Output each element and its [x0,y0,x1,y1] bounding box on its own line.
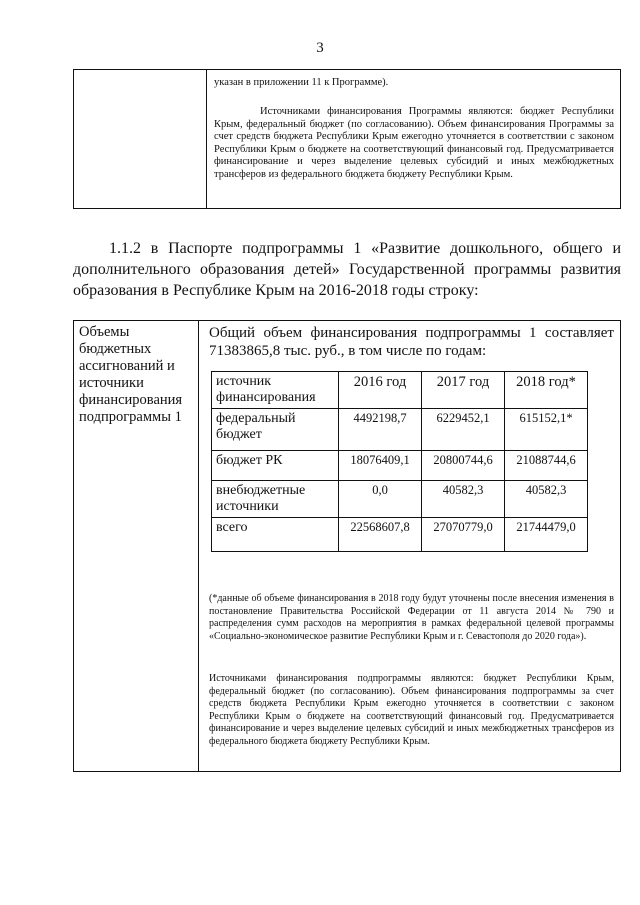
row-source: федеральный бюджет [212,409,339,451]
cell-2018: 21744479,0 [505,518,588,552]
column-divider [206,70,207,208]
header-2018: 2018 год* [505,372,588,409]
continuation-table [73,69,621,209]
footnote: (*данные об объеме финансирования в 2018 году будут уточнены после внесения изменения в постановление Правительства Российской Федерации от 11 августа 2014 № 790 и распределения сумм расходов на мероприятия в рамках федеральной целевой программы «Социально-экономическое развитие Республики Крым и г. Севастополя до 2020 года»). [209,593,614,642]
header-source: источник финансирования [212,372,339,409]
cell-2017: 6229452,1 [422,409,505,451]
cell-2017: 20800744,6 [422,451,505,481]
amendment-heading: 1.1.2 в Паспорте подпрограммы 1 «Развитие дошкольного, общего и дополнительного образования детей» Государственной программы развития образования в Республике Крым на 2016-2018 годы строку: [73,240,621,299]
row-source: всего [212,518,339,552]
row-source: внебюджетные источники [212,481,339,518]
passport-row-table [73,320,621,772]
cell-2016: 22568607,8 [339,518,422,552]
funding-by-year-table [211,371,588,552]
table-row [212,481,588,518]
table-row [212,409,588,451]
row-source: бюджет РК [212,451,339,481]
header-2016: 2016 год [339,372,422,409]
row-label: Объемы бюджетных ассигнований и источники финансирования подпрограммы 1 [79,324,183,425]
continuation-line: указан в приложении 11 к Программе). [214,77,389,88]
table-row [212,518,588,552]
page-number: 3 [316,40,324,56]
total-funding-text: Общий объем финансирования подпрограммы 1 составляет 71383865,8 тыс. руб., в том числе по годам: [209,325,614,359]
cell-2018: 615152,1* [505,409,588,451]
cell-2017: 27070779,0 [422,518,505,552]
cell-2016: 18076409,1 [339,451,422,481]
cell-2018: 40582,3 [505,481,588,518]
cell-2018: 21088744,6 [505,451,588,481]
cell-2017: 40582,3 [422,481,505,518]
cell-2016: 4492198,7 [339,409,422,451]
cell-2016: 0,0 [339,481,422,518]
subprogram-funding-sources-paragraph: Источниками финансирования подпрограммы являются: бюджет Республики Крым, федеральный бюджет (по согласованию). Объем финансирования подпрограммы за счет средств бюджета Республики Крым ежегодно уточняется в соответствии с законом Республики Крым о бюджете на соответствующий финансовый год. Предусматривается финансирование и через выделение целевых субсидий и иных межбюджетных трансферов из федерального бюджета бюджету Республики Крым. [209,673,614,747]
header-2017: 2017 год [422,372,505,409]
column-divider [198,321,199,771]
program-funding-sources-paragraph: Источниками финансирования Программы являются: бюджет Республики Крым, федеральный бюджет (по согласованию). Объем финансирования Программы за счет средств бюджета Республики Крым ежегодно уточняется в соответствии с законом Республики Крым о бюджете на соответствующий финансовый год. Предусматривается финансирование и через выделение целевых субсидий и иных межбюджетных трансферов из федерального бюджета бюджету Республики Крым. [214,106,614,180]
table-row [212,451,588,481]
table-header-row [212,372,588,409]
